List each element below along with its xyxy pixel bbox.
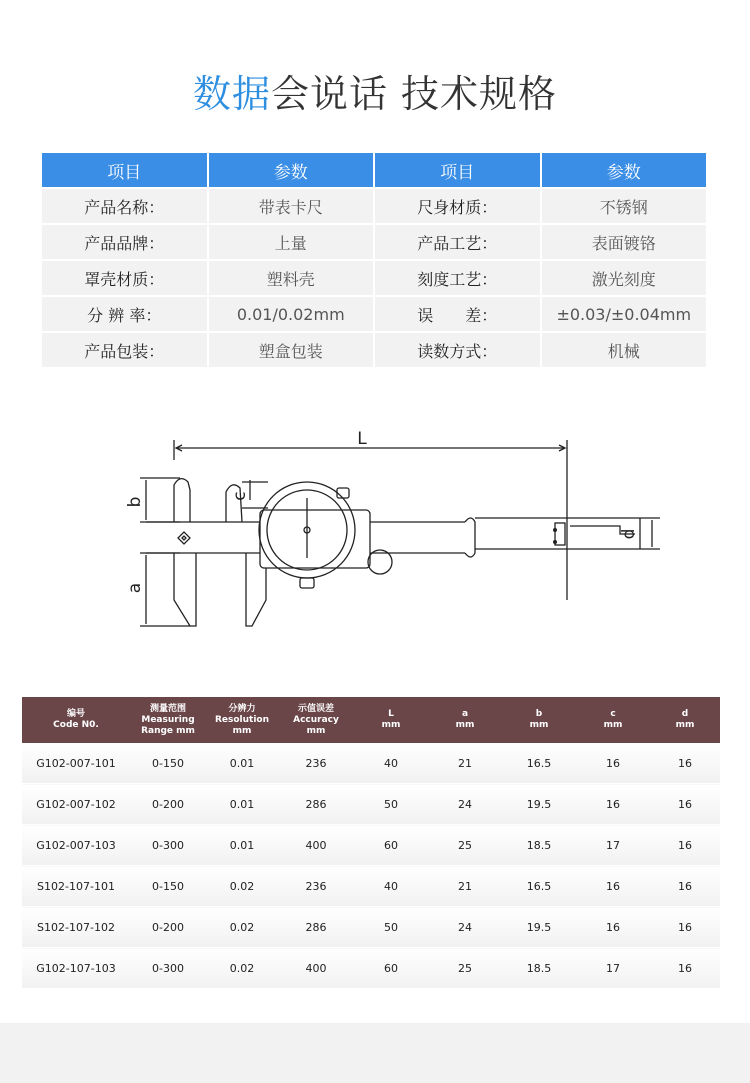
cell-L: 40 [354, 866, 428, 907]
models-header-a: a mm [428, 697, 502, 743]
cell-range: 0-200 [130, 907, 206, 948]
models-header-range: 测量范围 Measuring Range mm [130, 697, 206, 743]
cell-range: 0-150 [130, 743, 206, 784]
spec-label: 产品品牌： [42, 225, 207, 259]
table-row [22, 948, 720, 989]
spec-row [42, 297, 706, 331]
cell-L: 60 [354, 948, 428, 989]
cell-resolution: 0.02 [206, 866, 278, 907]
cell-resolution: 0.01 [206, 743, 278, 784]
table-row [22, 784, 720, 825]
cell-resolution: 0.01 [206, 784, 278, 825]
cell-range: 0-200 [130, 784, 206, 825]
models-header-b: b mm [502, 697, 576, 743]
cell-accuracy: 236 [278, 866, 354, 907]
cell-L: 50 [354, 907, 428, 948]
cell-resolution: 0.01 [206, 825, 278, 866]
cell-d: 16 [650, 907, 720, 948]
cell-b: 16.5 [502, 743, 576, 784]
cell-a: 24 [428, 784, 502, 825]
cell-L: 50 [354, 784, 428, 825]
cell-range: 0-300 [130, 948, 206, 989]
cell-d: 16 [650, 743, 720, 784]
cell-code: S102-107-102 [22, 907, 130, 948]
dim-label-a: a [125, 582, 145, 594]
dim-label-c: c [230, 491, 250, 501]
spec-header-param: 参数 [542, 153, 707, 187]
title-highlight: 数据 [192, 72, 271, 116]
cell-L: 60 [354, 825, 428, 866]
spec-header-item: 项目 [42, 153, 207, 187]
cell-code: G102-007-101 [22, 743, 130, 784]
spec-header-item: 项目 [375, 153, 540, 187]
models-header-d: d mm [650, 697, 720, 743]
spec-label: 尺身材质： [375, 189, 540, 223]
spec-value: 塑料壳 [209, 261, 374, 295]
models-header-resolution: 分辨力 Resolution mm [206, 697, 278, 743]
models-header-code: 编号 Code N0. [22, 697, 130, 743]
cell-a: 25 [428, 825, 502, 866]
cell-code: G102-007-102 [22, 784, 130, 825]
cell-c: 16 [576, 907, 650, 948]
table-row [22, 866, 720, 907]
models-header-c: c mm [576, 697, 650, 743]
cell-resolution: 0.02 [206, 948, 278, 989]
cell-accuracy: 400 [278, 825, 354, 866]
cell-resolution: 0.02 [206, 907, 278, 948]
cell-b: 18.5 [502, 825, 576, 866]
title-rest: 会说话 技术规格 [270, 72, 558, 116]
spec-row [42, 333, 706, 367]
spec-value: 塑盒包装 [209, 333, 374, 367]
models-header-row [22, 697, 720, 743]
table-row [22, 825, 720, 866]
caliper-diagram [100, 430, 660, 640]
cell-accuracy: 286 [278, 784, 354, 825]
cell-code: S102-107-101 [22, 866, 130, 907]
spec-value: ±0.03/±0.04mm [542, 297, 707, 331]
cell-b: 18.5 [502, 948, 576, 989]
spec-label: 罩壳材质： [42, 261, 207, 295]
table-row [22, 907, 720, 948]
spec-value: 0.01/0.02mm [209, 297, 374, 331]
cell-c: 16 [576, 866, 650, 907]
spec-row [42, 225, 706, 259]
cell-accuracy: 400 [278, 948, 354, 989]
cell-accuracy: 236 [278, 743, 354, 784]
spec-header-row [42, 153, 706, 187]
cell-c: 16 [576, 784, 650, 825]
spec-label: 刻度工艺： [375, 261, 540, 295]
cell-d: 16 [650, 866, 720, 907]
table-row [22, 743, 720, 784]
cell-a: 21 [428, 866, 502, 907]
cell-c: 16 [576, 743, 650, 784]
spec-label: 产品包装： [42, 333, 207, 367]
cell-accuracy: 286 [278, 907, 354, 948]
cell-code: G102-107-103 [22, 948, 130, 989]
cell-a: 24 [428, 907, 502, 948]
spec-value: 上量 [209, 225, 374, 259]
cell-b: 19.5 [502, 784, 576, 825]
spec-label: 读数方式： [375, 333, 540, 367]
cell-a: 25 [428, 948, 502, 989]
spec-value: 表面镀铬 [542, 225, 707, 259]
spec-label: 产品名称： [42, 189, 207, 223]
models-header-L: L mm [354, 697, 428, 743]
models-header-accuracy: 示值误差 Accuracy mm [278, 697, 354, 743]
spec-value: 不锈钢 [542, 189, 707, 223]
spec-header-param: 参数 [209, 153, 374, 187]
spec-label: 分 辨 率： [42, 297, 207, 331]
spec-label: 产品工艺： [375, 225, 540, 259]
cell-a: 21 [428, 743, 502, 784]
page-title [0, 66, 750, 122]
dim-label-L: L [357, 430, 367, 449]
dim-label-d: d [619, 528, 639, 540]
spec-row [42, 261, 706, 295]
cell-c: 17 [576, 825, 650, 866]
spec-table [40, 151, 708, 369]
cell-range: 0-150 [130, 866, 206, 907]
spec-row [42, 189, 706, 223]
spec-value: 带表卡尺 [209, 189, 374, 223]
cell-b: 19.5 [502, 907, 576, 948]
spec-label: 误 差： [375, 297, 540, 331]
cell-d: 16 [650, 825, 720, 866]
spec-value: 机械 [542, 333, 707, 367]
cell-c: 17 [576, 948, 650, 989]
footer-band [0, 1023, 750, 1083]
cell-d: 16 [650, 948, 720, 989]
cell-L: 40 [354, 743, 428, 784]
dim-label-b: b [125, 496, 145, 508]
models-table [22, 697, 720, 989]
cell-d: 16 [650, 784, 720, 825]
cell-b: 16.5 [502, 866, 576, 907]
cell-range: 0-300 [130, 825, 206, 866]
spec-value: 激光刻度 [542, 261, 707, 295]
cell-code: G102-007-103 [22, 825, 130, 866]
